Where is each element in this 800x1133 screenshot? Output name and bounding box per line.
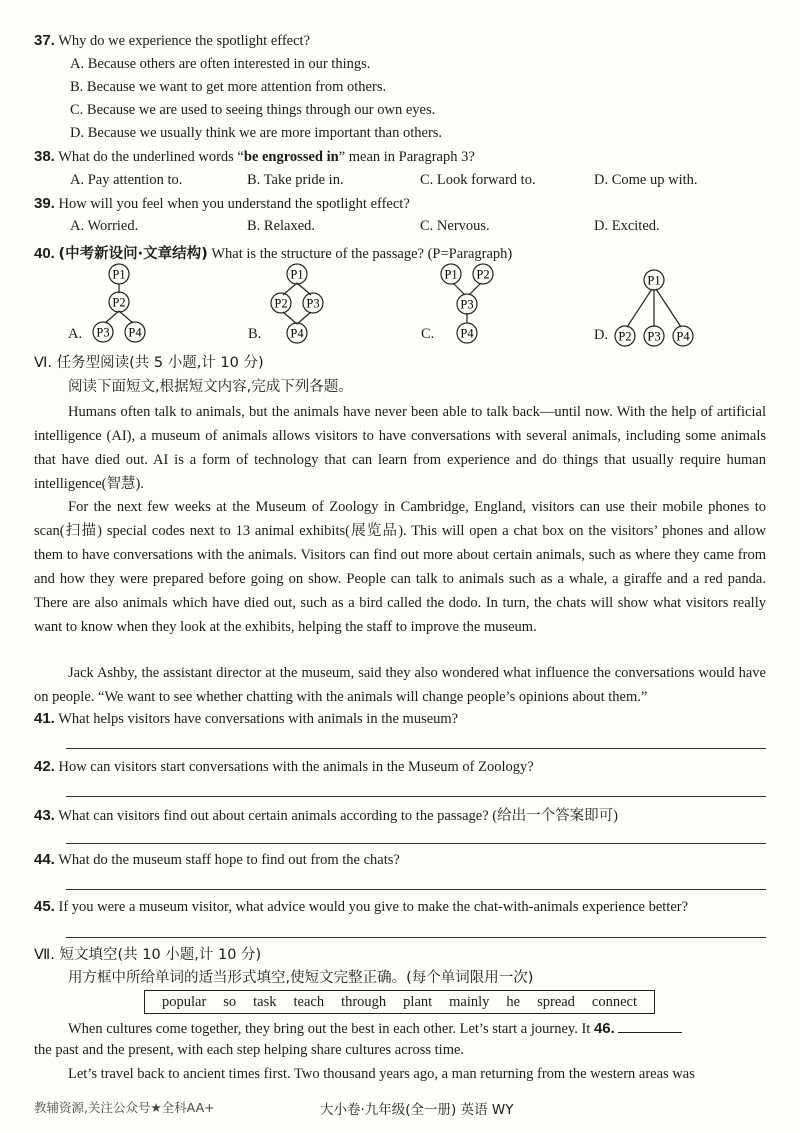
question-42 <box>34 758 534 776</box>
word-bank-item: he <box>506 993 521 1010</box>
question-number: 42. <box>34 758 55 775</box>
option-d: D. Excited. <box>594 218 660 234</box>
section-7-heading: Ⅶ. 短文填空(共 10 小题,计 10 分) <box>34 947 262 963</box>
node-label: P2 <box>112 295 126 310</box>
answer-line[interactable] <box>66 937 766 938</box>
node-label: P2 <box>274 296 288 311</box>
cloze-line-2: the past and the present, with each step helping share cultures across time. <box>34 1042 465 1058</box>
question-number: 43. <box>34 807 55 824</box>
node-label: P1 <box>647 273 661 288</box>
answer-line[interactable] <box>66 796 766 797</box>
question-41 <box>34 710 458 728</box>
node-label: P1 <box>290 267 304 282</box>
node-label: P4 <box>128 325 142 340</box>
word-bank-item: so <box>223 993 237 1010</box>
word-bank-item: popular <box>161 993 207 1010</box>
option-b: B. Take pride in. <box>247 172 344 188</box>
footer-title: 大小卷·九年级(全一册) 英语 WY <box>320 1102 514 1118</box>
diagram-a-letter: A. <box>68 326 83 342</box>
structure-diagram-d <box>612 266 698 350</box>
option-b: B. Relaxed. <box>247 218 316 234</box>
structure-diagram-c <box>438 262 498 348</box>
section-6-heading: Ⅵ. 任务型阅读(共 5 小题,计 10 分) <box>34 355 264 371</box>
question-text: How can visitors start conversations with the animals in the Museum of Zoology? <box>58 759 534 775</box>
node-label: P4 <box>290 326 304 341</box>
question-38 <box>34 148 475 166</box>
question-text: What can visitors find out about certain animals according to the passage? (给出一个答案即可) <box>58 808 618 824</box>
diagram-d-letter: D. <box>594 327 609 343</box>
option-c: C. Because we are used to seeing things through our own eyes. <box>70 102 436 118</box>
node-label: P3 <box>647 329 661 344</box>
word-bank-item: task <box>253 993 277 1010</box>
question-number: 44. <box>34 851 55 868</box>
question-tag: (中考新设问·文章结构) <box>58 246 208 262</box>
question-number: 40. <box>34 245 55 262</box>
passage-paragraph-2: For the next few weeks at the Museum of Zoology in Cambridge, England, visitors can use their mobile phones to scan(扫描) special codes next to 13 animal exhibits(展览品). This will open a chat box on the visitors’ phones and allow them to have conversations with the animals. Visitors can find out more about certain animals, such as where they came from and how they were prepared before going on show. People can talk to animals such as a whale, a giraffe and a red panda. There are also animals which have died out, such as a bird called the dodo. In turn, the chats will show what visitors really want to know when they look at the exhibits, helping the staff to improve the museum. <box>34 499 766 635</box>
node-label: P4 <box>676 329 690 344</box>
word-bank-item: through <box>341 993 387 1010</box>
node-label: P4 <box>460 326 474 341</box>
question-text: If you were a museum visitor, what advice would you give to make the chat-with-animals experience better? <box>58 899 689 915</box>
node-label: P3 <box>460 297 474 312</box>
question-number: 45. <box>34 898 55 915</box>
underlined-phrase: be engrossed in <box>243 149 339 165</box>
option-c: C. Look forward to. <box>420 172 536 188</box>
word-bank-item: connect <box>591 993 638 1010</box>
option-d: D. Because we usually think we are more important than others. <box>70 125 443 141</box>
option-a: A. Worried. <box>70 218 139 234</box>
word-bank-item: teach <box>293 993 325 1010</box>
passage-paragraph-1: Humans often talk to animals, but the animals have never been able to talk back—until now. With the help of artificial intelligence (AI), a museum of animals allows visitors to have conversations with several animals, including some animals that have died out. AI is a form of technology that can learn from experience and do things that usually require human intelligence(智慧). <box>34 404 766 492</box>
question-43 <box>34 804 618 825</box>
passage-paragraph-3: Jack Ashby, the assistant director at the museum, said they also wondered what influence the conversations would have on people. “We want to see whether chatting with the animals will change people’s opinions about them.” <box>34 665 766 705</box>
cloze-line-1 <box>68 1018 682 1038</box>
question-text: What helps visitors have conversations with animals in the museum? <box>58 711 459 727</box>
question-stem: What is the structure of the passage? (P=Paragraph) <box>211 246 513 262</box>
node-label: P1 <box>444 267 458 282</box>
question-stem: How will you feel when you understand the spotlight effect? <box>58 196 410 212</box>
diagram-b-letter: B. <box>248 326 262 342</box>
option-a: A. Pay attention to. <box>70 172 183 188</box>
question-text: What do the museum staff hope to find out from the chats? <box>58 852 400 868</box>
node-label: P2 <box>618 329 632 344</box>
diagram-c-letter: C. <box>421 326 435 342</box>
question-number: 39. <box>34 195 55 212</box>
question-stem-part: ” mean in Paragraph 3? <box>338 149 475 165</box>
question-number: 38. <box>34 148 55 165</box>
question-39 <box>34 195 410 213</box>
section-6-instruction: 阅读下面短文,根据短文内容,完成下列各题。 <box>68 379 353 395</box>
question-stem-part: What do the underlined words “ <box>58 149 244 165</box>
question-45 <box>34 898 688 916</box>
option-c: C. Nervous. <box>420 218 490 234</box>
question-37 <box>34 32 310 50</box>
node-label: P2 <box>476 267 490 282</box>
answer-line[interactable] <box>66 889 766 890</box>
option-b: B. Because we want to get more attention from others. <box>70 79 387 95</box>
question-number: 41. <box>34 710 55 727</box>
footer-promo: 教辅资源,关注公众号★全科AA+ <box>34 1100 215 1115</box>
question-40 <box>34 242 512 263</box>
word-bank-item: mainly <box>449 993 490 1010</box>
cloze-line-3: Let’s travel back to ancient times first. Two thousand years ago, a man returning from the western areas was <box>68 1066 695 1082</box>
answer-blank[interactable] <box>618 1018 682 1033</box>
node-label: P3 <box>306 296 320 311</box>
structure-diagram-a <box>88 262 152 348</box>
blank-number: 46. <box>593 1020 615 1037</box>
cloze-text: When cultures come together, they bring out the best in each other. Let’s start a journey. It <box>68 1021 591 1037</box>
option-a: A. Because others are often interested in our things. <box>70 56 371 72</box>
word-bank-item: spread <box>537 993 575 1010</box>
option-d: D. Come up with. <box>594 172 698 188</box>
question-number: 37. <box>34 32 55 49</box>
section-7-instruction: 用方框中所给单词的适当形式填空,使短文完整正确。(每个单词限用一次) <box>68 970 534 986</box>
node-label: P3 <box>96 325 110 340</box>
word-bank <box>144 990 655 1014</box>
question-stem: Why do we experience the spotlight effect? <box>58 33 311 49</box>
structure-diagram-b <box>262 262 332 348</box>
answer-line[interactable] <box>66 843 766 844</box>
answer-line[interactable] <box>66 748 766 749</box>
question-44 <box>34 851 400 869</box>
word-bank-item: plant <box>403 993 433 1010</box>
node-label: P1 <box>112 267 126 282</box>
